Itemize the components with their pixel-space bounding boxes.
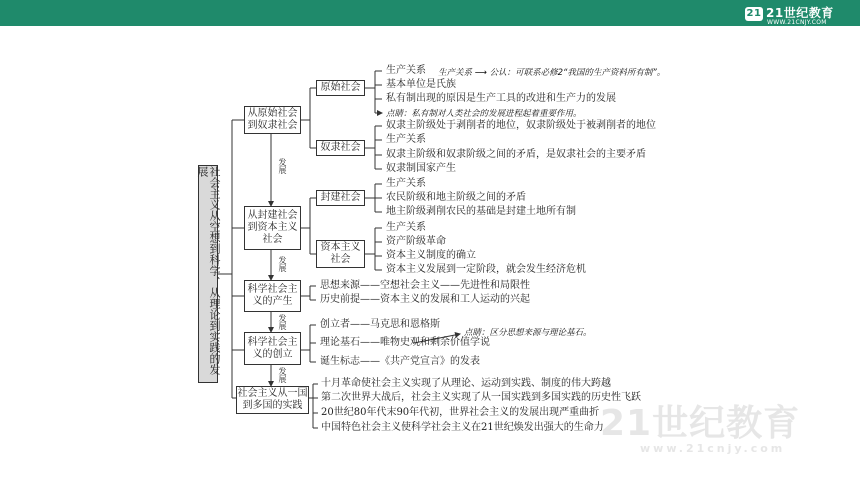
logo-mark: 21 xyxy=(746,7,762,19)
practice-item-3: 20世纪80年代末90年代初，世界社会主义的发展出现严重曲折 xyxy=(321,407,600,418)
develop-label-2: 发展 xyxy=(278,256,287,272)
main-box-founding: 科学社会主义的创立 xyxy=(244,332,301,365)
diagram-title: 社会主义从空想到科学、从理论到实践的发展 xyxy=(198,165,218,383)
capitalist-item-1: 生产关系 xyxy=(386,222,426,233)
slave-item-2: 生产关系 xyxy=(386,134,426,145)
primitive-item-1: 生产关系 xyxy=(386,65,426,76)
handwritten-note-private: 点睛：私有制对人类社会的发展进程起着重要作用。 xyxy=(386,109,582,119)
watermark-main: 21世纪教育 xyxy=(600,403,801,444)
main-box-practice: 社会主义从一国到多国的实践 xyxy=(236,386,309,414)
slave-item-3: 奴隶主阶级和奴隶阶级之间的矛盾，是奴隶社会的主要矛盾 xyxy=(386,149,646,160)
feudal-item-3: 地主阶级剥削农民的基础是封建土地所有制 xyxy=(386,206,576,217)
feudal-item-2: 农民阶级和地主阶级之间的矛盾 xyxy=(386,192,526,203)
develop-label-1: 发展 xyxy=(278,158,287,174)
capitalist-item-3: 资本主义制度的确立 xyxy=(386,250,476,261)
logo-url: WWW.21CNJY.COM xyxy=(767,19,827,26)
main-box-emergence: 科学社会主义的产生 xyxy=(244,280,301,312)
watermark-url: www.21cnjy.com xyxy=(640,442,786,455)
handwritten-note-primitive: 生产关系 ⟶ 公认：可联系必修2“我国的生产资料所有制”。 xyxy=(438,68,666,78)
capitalist-item-2: 资产阶级革命 xyxy=(386,236,446,247)
founding-item-1: 创立者——马克思和恩格斯 xyxy=(320,319,440,330)
primitive-item-3: 私有制出现的原因是生产工具的改进和生产力的发展 xyxy=(386,93,616,104)
develop-label-3: 发展 xyxy=(278,314,287,330)
practice-item-1: 十月革命使社会主义实现了从理论、运动到实践、制度的伟大跨越 xyxy=(321,378,611,389)
slave-item-1: 奴隶主阶级处于剥削者的地位，奴隶阶级处于被剥削者的地位 xyxy=(386,120,656,131)
main-box-primitive-to-slave: 从原始社会到奴隶社会 xyxy=(244,106,301,134)
feudal-item-1: 生产关系 xyxy=(386,178,426,189)
sub-box-feudal: 封建社会 xyxy=(316,190,365,206)
capitalist-item-4: 资本主义发展到一定阶段，就会发生经济危机 xyxy=(386,264,586,275)
emergence-item-1: 思想来源——空想社会主义——先进性和局限性 xyxy=(320,280,530,291)
sub-box-capitalist: 资本主义社会 xyxy=(316,240,365,268)
handwritten-note-founding: 点睛：区分思想来源与理论基石。 xyxy=(464,328,592,338)
emergence-item-2: 历史前提——资本主义的发展和工人运动的兴起 xyxy=(320,294,530,305)
logo-name: 21世纪教育 xyxy=(766,6,834,20)
sub-box-slave: 奴隶社会 xyxy=(316,140,365,156)
founding-item-3: 诞生标志——《共产党宣言》的发表 xyxy=(320,356,480,367)
primitive-item-2: 基本单位是氏族 xyxy=(386,79,456,90)
main-box-feudal-to-capitalist: 从封建社会到资本主义社会 xyxy=(244,206,301,250)
develop-label-4: 发展 xyxy=(278,367,287,383)
practice-item-4: 中国特色社会主义使科学社会主义在21世纪焕发出强大的生命力 xyxy=(321,422,604,433)
sub-box-primitive: 原始社会 xyxy=(316,80,365,96)
founding-item-2: 理论基石——唯物史观和剩余价值学说 xyxy=(320,337,490,348)
slave-item-4: 奴隶制国家产生 xyxy=(386,163,456,174)
practice-item-2: 第二次世界大战后，社会主义实现了从一国实践到多国实践的历史性飞跃 xyxy=(321,392,641,403)
